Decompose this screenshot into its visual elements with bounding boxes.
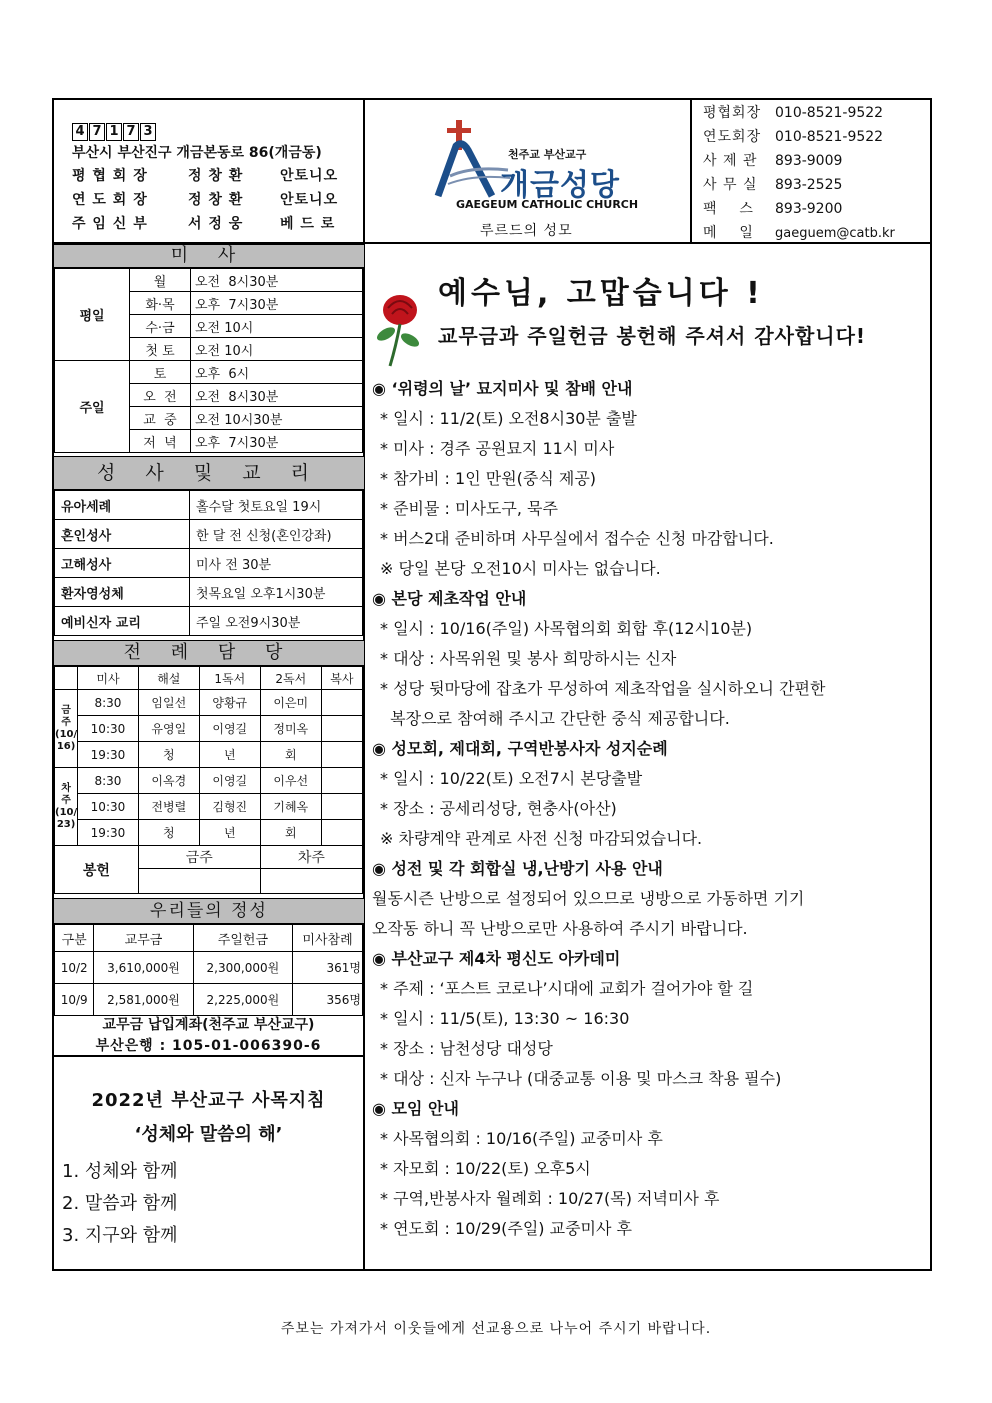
mass-day: 화·목	[130, 292, 191, 315]
donation-header-row	[55, 925, 363, 952]
footer-note: 주보는 가져가서 이웃들에게 선교용으로 나누어 주시기 바랍니다.	[280, 1321, 712, 1337]
notice-line: * 구역,반봉사자 월례회 : 10/27(목) 저녁미사 후	[380, 1189, 720, 1208]
notice-heading: ◉ 성전 및 각 회합실 냉,난방기 사용 안내	[372, 859, 663, 878]
mass-day: 첫 토	[130, 338, 191, 361]
liturgy-row	[55, 716, 363, 742]
staff-name: 정 창 환	[188, 192, 244, 208]
staff-row	[72, 212, 360, 236]
sacrament-row	[55, 520, 363, 549]
notice-heading: ◉ 성모회, 제대회, 구역반봉사자 성지순례	[372, 739, 668, 758]
mass-time: 오후 6시	[191, 361, 363, 384]
notice-line: * 대상 : 사목위원 및 봉사 희망하시는 신자	[380, 649, 677, 668]
liturgy-corner	[55, 667, 78, 690]
contact-row	[703, 150, 842, 170]
mass-title: 미 사	[54, 244, 364, 268]
sacrament-schedule: 홀수달 첫토요일 19시	[190, 491, 363, 520]
church-logo-icon	[430, 116, 510, 206]
offering-value	[260, 869, 362, 894]
liturgy-header: 미사	[78, 667, 139, 690]
mass-day: 수·금	[130, 315, 191, 338]
liturgy-cell: 년	[199, 820, 260, 846]
liturgy-table	[54, 666, 363, 894]
contact-row	[703, 102, 883, 122]
zip-code	[72, 120, 157, 141]
zip-digit: 3	[140, 123, 156, 141]
notice-line: * 장소 : 공세리성당, 현충사(아산)	[380, 799, 617, 818]
mass-time: 오전 8시30분	[191, 269, 363, 292]
staff-row	[72, 164, 360, 188]
notice-heading: ◉ 모임 안내	[372, 1099, 459, 1118]
donation-header: 구분	[55, 925, 94, 952]
contact-label: 메 일	[703, 225, 754, 241]
liturgy-row	[55, 768, 363, 794]
donation-cell: 2,225,000원	[193, 984, 292, 1016]
notice-line: * 대상 : 신자 누구나 (대중교통 이용 및 마스크 착용 필수)	[380, 1069, 782, 1088]
zip-digit: 4	[72, 123, 88, 141]
liturgy-title: 전 례 담 당	[54, 640, 364, 666]
sacrament-name: 유아세례	[55, 491, 190, 520]
notice-line: ※ 당일 본당 오전10시 미사는 없습니다.	[380, 559, 661, 578]
donation-cell: 3,610,000원	[94, 952, 193, 984]
mass-group-label: 주일	[55, 361, 130, 453]
mass-day: 교 중	[130, 407, 191, 430]
notice-line: * 장소 : 남천성당 대성당	[380, 1039, 553, 1058]
donation-row	[55, 952, 363, 984]
offering-col: 금주	[138, 846, 260, 869]
liturgy-cell: 8:30	[78, 768, 139, 794]
guideline-subtitle: ‘성체와 말씀의 해’	[134, 1124, 283, 1145]
contact-value: 893-2525	[775, 177, 843, 193]
mass-group-label: 평일	[55, 269, 130, 361]
church-logo	[430, 112, 639, 222]
liturgy-cell: 이은미	[260, 690, 321, 716]
donation-cell: 2,300,000원	[193, 952, 292, 984]
mass-table	[54, 268, 363, 453]
mass-time: 오전 10시30분	[191, 407, 363, 430]
guideline-item: 3. 지구와 함께	[62, 1225, 178, 1246]
mass-day: 저 녁	[130, 430, 191, 453]
liturgy-cell: 8:30	[78, 690, 139, 716]
liturgy-cell: 이우선	[260, 768, 321, 794]
rose-icon	[372, 290, 424, 370]
church-name: 개금성당	[500, 168, 620, 203]
sacrament-schedule: 첫목요일 오후1시30분	[190, 578, 363, 607]
notice-line: * 주제 : ‘포스트 코로나’시대에 교회가 걸어가야 할 길	[380, 979, 754, 998]
liturgy-header-row	[55, 667, 363, 690]
staff-role: 연 도 회 장	[72, 192, 148, 208]
contact-row	[703, 174, 842, 194]
notice-line: * 일시 : 11/2(토) 오전8시30분 출발	[380, 409, 637, 428]
sacraments-table	[54, 490, 363, 636]
liturgy-header: 복사	[321, 667, 362, 690]
sacrament-row	[55, 549, 363, 578]
guideline-items	[62, 1156, 178, 1252]
donation-header: 주일헌금	[193, 925, 292, 952]
mass-time: 오전 10시	[191, 315, 363, 338]
account-title: 교무금 납입계좌(천주교 부산교구)	[102, 1017, 315, 1033]
liturgy-cell: 년	[199, 742, 260, 768]
liturgy-row	[55, 742, 363, 768]
donation-header: 교무금	[94, 925, 193, 952]
church-english-name: GAEGEUM CATHOLIC CHURCH	[456, 198, 639, 211]
contact-value: 893-9009	[775, 153, 843, 169]
liturgy-cell: 임일선	[138, 690, 199, 716]
notice-heading: ◉ 부산교구 제4차 평신도 아카데미	[372, 949, 621, 968]
donation-cell: 10/2	[55, 952, 94, 984]
mass-row	[55, 269, 363, 292]
thanks-title: 예수님, 고맙습니다 !	[438, 276, 764, 311]
sacrament-name: 예비신자 교리	[55, 607, 190, 636]
liturgy-cell: 기혜옥	[260, 794, 321, 820]
contact-value: 893-9200	[775, 201, 843, 217]
mass-row	[55, 361, 363, 384]
account-number: 부산은행 : 105-01-006390-6	[95, 1038, 322, 1054]
contact-row	[703, 126, 883, 146]
offering-col: 차주	[260, 846, 362, 869]
staff-list	[72, 164, 360, 236]
liturgy-cell: 10:30	[78, 794, 139, 820]
notice-line: * 사목협의회 : 10/16(주일) 교중미사 후	[380, 1129, 663, 1148]
notice-heading: ◉ 본당 제초작업 안내	[372, 589, 527, 608]
contact-label: 평협회장	[703, 105, 762, 121]
mass-day: 토	[130, 361, 191, 384]
contact-row	[703, 198, 842, 218]
notice-line: ※ 차량계약 관계로 사전 신청 마감되었습니다.	[380, 829, 703, 848]
liturgy-row	[55, 690, 363, 716]
patron-label: 루르드의 성모	[480, 223, 573, 239]
contact-label: 팩 스	[703, 201, 754, 217]
liturgy-cell: 이옥경	[138, 768, 199, 794]
donation-cell: 361명	[293, 952, 363, 984]
liturgy-cell	[321, 794, 362, 820]
donations-title: 우리들의 정성	[54, 898, 364, 924]
liturgy-cell: 회	[260, 742, 321, 768]
donation-cell: 356명	[293, 984, 363, 1016]
diocese-label: 천주교 부산교구	[508, 148, 587, 161]
notice-line: * 미사 : 경주 공원묘지 11시 미사	[380, 439, 615, 458]
notice-line: 월동시즌 난방으로 설정되어 있으므로 냉방으로 가동하면 기기	[372, 889, 805, 908]
notice-heading: ◉ ‘위령의 날’ 묘지미사 및 참배 안내	[372, 379, 633, 398]
mass-time: 오전 10시	[191, 338, 363, 361]
liturgy-cell: 이영길	[199, 768, 260, 794]
contact-label: 사 무 실	[703, 177, 758, 193]
liturgy-cell: 10:30	[78, 716, 139, 742]
liturgy-header: 1독서	[199, 667, 260, 690]
staff-name: 서 정 웅	[188, 216, 244, 232]
sacrament-row	[55, 491, 363, 520]
liturgy-cell	[321, 742, 362, 768]
sacrament-name: 혼인성사	[55, 520, 190, 549]
staff-row	[72, 188, 360, 212]
mass-time: 오후 7시30분	[191, 292, 363, 315]
sacrament-name: 환자영성체	[55, 578, 190, 607]
contact-label: 사 제 관	[703, 153, 758, 169]
address: 부산시 부산진구 개금본동로 86(개금동)	[72, 145, 322, 161]
liturgy-week-label: 차 주 (10/ 23)	[55, 768, 78, 846]
offering-label: 봉헌	[55, 846, 139, 894]
liturgy-cell: 청	[138, 742, 199, 768]
liturgy-cell: 전병렬	[138, 794, 199, 820]
staff-saint: 안토니오	[280, 168, 339, 184]
notice-line: * 자모회 : 10/22(토) 오후5시	[380, 1159, 591, 1178]
liturgy-cell: 이영길	[199, 716, 260, 742]
donations-table	[54, 924, 363, 1016]
sacrament-schedule: 한 달 전 신청(혼인강좌)	[190, 520, 363, 549]
contact-row	[703, 222, 895, 242]
liturgy-cell: 회	[260, 820, 321, 846]
contact-value: gaeguem@catb.kr	[775, 226, 895, 241]
mass-time: 오전 8시30분	[191, 384, 363, 407]
guideline-title: 2022년 부산교구 사목지침	[91, 1090, 326, 1111]
zip-digit: 7	[123, 123, 139, 141]
sacraments-title: 성 사 및 교 리	[54, 456, 364, 490]
sacrament-row	[55, 578, 363, 607]
liturgy-cell: 김형진	[199, 794, 260, 820]
sacrament-row	[55, 607, 363, 636]
liturgy-cell: 유영일	[138, 716, 199, 742]
notice-line: * 성당 뒷마당에 잡초가 무성하여 제초작업을 실시하오니 간편한	[380, 679, 826, 698]
liturgy-cell	[321, 820, 362, 846]
donation-cell: 10/9	[55, 984, 94, 1016]
notice-line: * 연도회 : 10/29(주일) 교중미사 후	[380, 1219, 632, 1238]
sacrament-schedule: 미사 전 30분	[190, 549, 363, 578]
donation-cell: 2,581,000원	[94, 984, 193, 1016]
liturgy-header: 해설	[138, 667, 199, 690]
liturgy-header: 2독서	[260, 667, 321, 690]
liturgy-cell: 양황규	[199, 690, 260, 716]
contact-value: 010-8521-9522	[775, 105, 884, 121]
notice-line: * 참가비 : 1인 만원(중식 제공)	[380, 469, 597, 488]
sacrament-schedule: 주일 오전9시30분	[190, 607, 363, 636]
notice-line: * 일시 : 10/22(토) 오전7시 본당출발	[380, 769, 643, 788]
notice-line: 복장으로 참여해 주시고 간단한 중식 제공합니다.	[380, 709, 730, 728]
notice-line: * 준비물 : 미사도구, 묵주	[380, 499, 558, 518]
notice-line: * 일시 : 11/5(토), 13:30 ~ 16:30	[380, 1009, 630, 1028]
staff-role: 평 협 회 장	[72, 168, 148, 184]
offering-row	[55, 846, 363, 869]
staff-saint: 안토니오	[280, 192, 339, 208]
liturgy-week-label: 금 주 (10/ 16)	[55, 690, 78, 768]
offering-value	[138, 869, 260, 894]
notice-line: * 버스2대 준비하며 사무실에서 접수순 신청 마감합니다.	[380, 529, 774, 548]
guideline-item: 1. 성체와 함께	[62, 1161, 178, 1182]
notice-line: * 일시 : 10/16(주일) 사목협의회 회합 후(12시10분)	[380, 619, 753, 638]
thanks-subtitle: 교무금과 주일헌금 봉헌해 주셔서 감사합니다!	[438, 324, 867, 348]
donation-header: 미사참례	[293, 925, 363, 952]
zip-digit: 1	[106, 123, 122, 141]
liturgy-cell	[321, 690, 362, 716]
liturgy-cell	[321, 768, 362, 794]
liturgy-row	[55, 820, 363, 846]
sacrament-name: 고해성사	[55, 549, 190, 578]
liturgy-cell: 19:30	[78, 820, 139, 846]
mass-day: 오 전	[130, 384, 191, 407]
liturgy-cell: 청	[138, 820, 199, 846]
liturgy-row	[55, 794, 363, 820]
liturgy-cell	[321, 716, 362, 742]
guideline-item: 2. 말씀과 함께	[62, 1193, 178, 1214]
contact-label: 연도회장	[703, 129, 762, 145]
liturgy-cell: 19:30	[78, 742, 139, 768]
contact-value: 010-8521-9522	[775, 129, 884, 145]
liturgy-cell: 정미옥	[260, 716, 321, 742]
mass-day: 월	[130, 269, 191, 292]
mass-time: 오후 7시30분	[191, 430, 363, 453]
notice-line: 오작동 하니 꼭 난방으로만 사용하여 주시기 바랍니다.	[372, 919, 748, 938]
staff-saint: 베 드 로	[280, 216, 336, 232]
zip-digit: 7	[89, 123, 105, 141]
donation-row	[55, 984, 363, 1016]
staff-name: 정 창 환	[188, 168, 244, 184]
staff-role: 주 임 신 부	[72, 216, 148, 232]
